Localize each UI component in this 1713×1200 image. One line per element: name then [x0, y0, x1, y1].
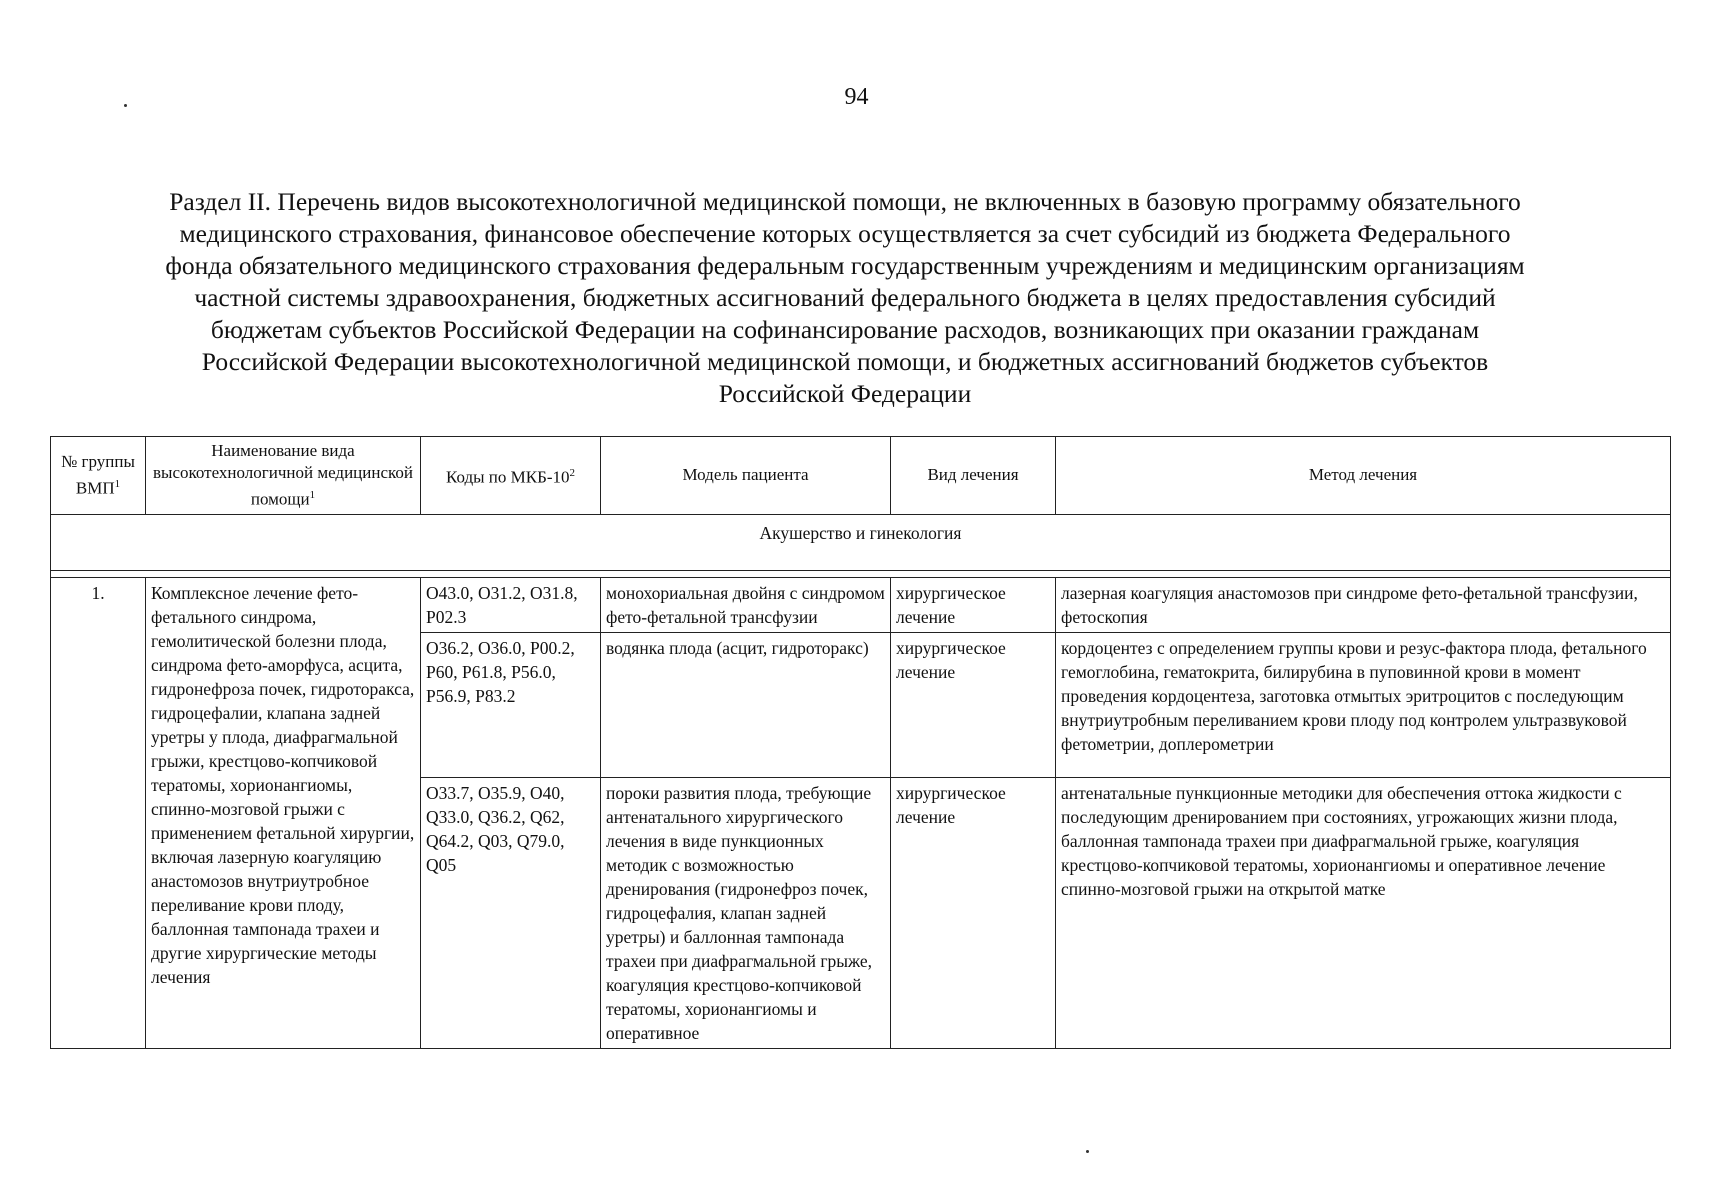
header-treatment-method: Метод лечения — [1056, 437, 1671, 515]
section-name: Акушерство и гинекология — [51, 514, 1671, 570]
header-icd-codes: Коды по МКБ-$10^2$ — [421, 437, 601, 515]
icd-codes: O36.2, O36.0, P00.2, P60, P61.8, P56.0, P56.9, P83.2 — [421, 632, 601, 777]
header-name: Наименование вида высокотехнологичной медицинской помощи$^1$ — [146, 437, 421, 515]
patient-model: водянка плода (асцит, гидроторакс) — [601, 632, 891, 777]
group-number: 1. — [51, 577, 146, 1048]
scan-speck — [1086, 1150, 1089, 1153]
section-title-line: бюджетам субъектов Российской Федерации на софинансирование расходов, возникающих при оказании гражданам — [210, 315, 1480, 344]
group-name: Комплексное лечение фето-фетального синдрома, гемолитической болезни плода, синдрома фето-аморфуса, асцита, гидронефроза почек, гидроторакса, гидроцефалии, клапана задней уретры у плода, диафрагмальной грыжи, крестцово-копчиковой тератомы, хорионангиомы, спинно-мозговой грыжи с применением фетальной хирургии, включая лазерную коагуляцию анастомозов внутриутробное переливание крови плоду, баллонная тампонада трахеи и другие хирургические методы лечения — [146, 577, 421, 1048]
section-title-line: Российской Федерации — [718, 379, 972, 408]
treatment-method: лазерная коагуляция анастомозов при синдроме фето-фетальной трансфузии, фетоскопия — [1056, 577, 1671, 632]
treatment-type: хирургическое лечение — [891, 577, 1056, 632]
section-title-line: частной системы здравоохранения, бюджетных ассигнований федерального бюджета в целях предоставления субсидий — [194, 283, 1496, 312]
treatment-type: хирургическое лечение — [891, 632, 1056, 777]
section-title-line: Раздел II. Перечень видов высокотехнологичной медицинской помощи, не включенных в базовую программу обязательного — [169, 187, 1521, 216]
treatment-method: кордоцентез с определением группы крови и резус-фактора плода, фетального гемоглобина, гематокрита, билирубина в пуповинной крови в момент проведения кордоцентеза, заготовка отмытых эритроцитов с последующим внутриутробным переливанием крови плоду под контролем ультразвуковой фетометрии, доплерометрии — [1056, 632, 1671, 777]
section-title-line: Российской Федерации высокотехнологичной медицинской помощи, и бюджетных ассигнований бюджетов субъектов — [201, 347, 1489, 376]
patient-model: монохориальная двойня с синдромом фето-фетальной трансфузии — [601, 577, 891, 632]
table-header-row — [51, 437, 1671, 515]
vmp-table — [50, 436, 1671, 1049]
section-title-line: медицинского страхования, финансовое обеспечение которых осуществляется за счет субсидий из бюджета Федерального — [179, 219, 1511, 248]
icd-codes: O33.7, O35.9, O40, Q33.0, Q36.2, Q62, Q64.2, Q03, Q79.0, Q05 — [421, 777, 601, 1048]
header-group-no: № группы ВМП$^1$ — [51, 437, 146, 515]
section-row — [51, 514, 1671, 570]
treatment-method: антенатальные пункционные методики для обеспечения оттока жидкости с последующим дренированием при состояниях, угрожающих жизни плода, баллонная тампонада трахеи при диафрагмальной грыже, коагуляция крестцово-копчиковой тератомы, хорионангиомы и оперативное лечение спинно-мозговой грыжи на открытой матке — [1056, 777, 1671, 1048]
treatment-type: хирургическое лечение — [891, 777, 1056, 1048]
table-row — [51, 577, 1671, 632]
icd-codes: O43.0, O31.2, O31.8, P02.3 — [421, 577, 601, 632]
section-title — [60, 186, 1630, 410]
page-number: 94 — [844, 84, 869, 110]
header-patient-model: Модель пациента — [601, 437, 891, 515]
section-title-line: фонда обязательного медицинского страхования федеральным государственным учреждениям и медицинским организациям — [165, 251, 1525, 280]
gap-row — [51, 570, 1671, 577]
header-treatment-type: Вид лечения — [891, 437, 1056, 515]
scan-speck — [124, 104, 127, 107]
patient-model: пороки развития плода, требующие антенатального хирургического лечения в виде пункционных методик с возможностью дренирования (гидронефроз почек, гидроцефалия, клапан задней уретры) и баллонная тампонада трахеи при диафрагмальной грыже, коагуляция крестцово-копчиковой тератомы, хорионангиомы и оперативное — [601, 777, 891, 1048]
